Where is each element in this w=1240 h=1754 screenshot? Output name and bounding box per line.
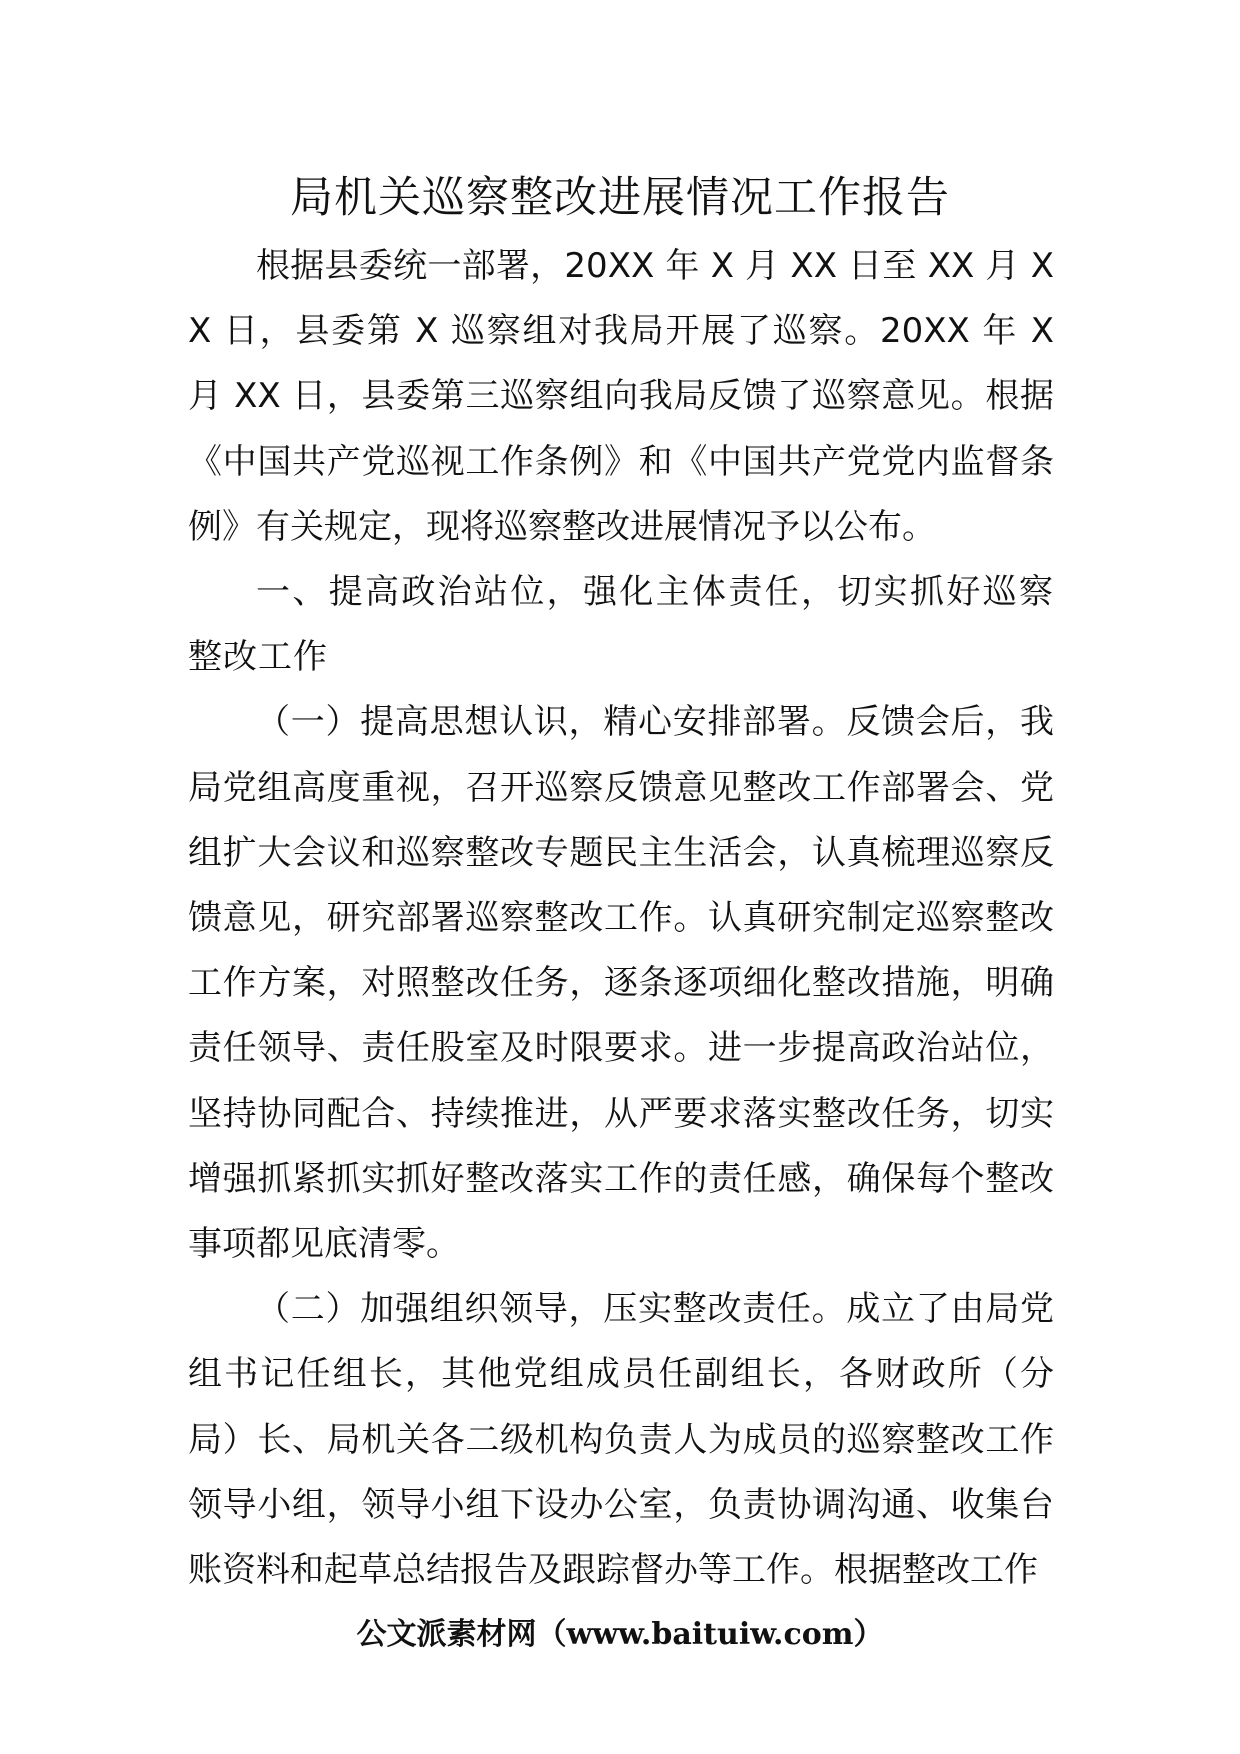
subsection-paragraph-1: （一）提高思想认识，精心安排部署。反馈会后，我局党组高度重视，召开巡察反馈意见整改工作部署会、党组扩大会议和巡察整改专题民主生活会，认真梳理巡察反馈意见，研究部署巡察整改工作。认真研究制定巡察整改工作方案，对照整改任务，逐条逐项细化整改措施，明确责任领导、责任股室及时限要求。进一步提高政治站位，坚持协同配合、持续推进，从严要求落实整改任务，切实增强抓紧抓实抓好整改落实工作的责任感，确保每个整改事项都见底清零。 xyxy=(188,702,1054,1265)
footer-watermark-text: 公文派素材网（www.baituiw.com） xyxy=(356,1617,884,1652)
subsection-paragraph-2: （二）加强组织领导，压实整改责任。成立了由局党组书记任组长，其他党组成员任副组长，各财政所（分局）长、局机关各二级机构负责人为成员的巡察整改工作领导小组，领导小组下设办公室，负责协调沟通、收集台账资料和起草总结报告及跟踪督办等工作。根据整改工作 xyxy=(188,1289,1054,1591)
intro-paragraph: 根据县委统一部署，20XX 年 X 月 XX 日至 XX 月 XX 日，县委第 X 巡察组对我局开展了巡察。20XX 年 X 月 XX 日，县委第三巡察组向我局反馈了巡察意见。根据《中国共产党巡视工作条例》和《中国共产党党内监督条例》有关规定，现将巡察整改进展情况予以公布。 xyxy=(188,246,1054,547)
document-title: 局机关巡察整改进展情况工作报告 xyxy=(290,173,950,223)
section-heading-1: 一、提高政治站位，强化主体责任，切实抓好巡察整改工作 xyxy=(188,572,1054,678)
document-body xyxy=(188,234,1054,1603)
